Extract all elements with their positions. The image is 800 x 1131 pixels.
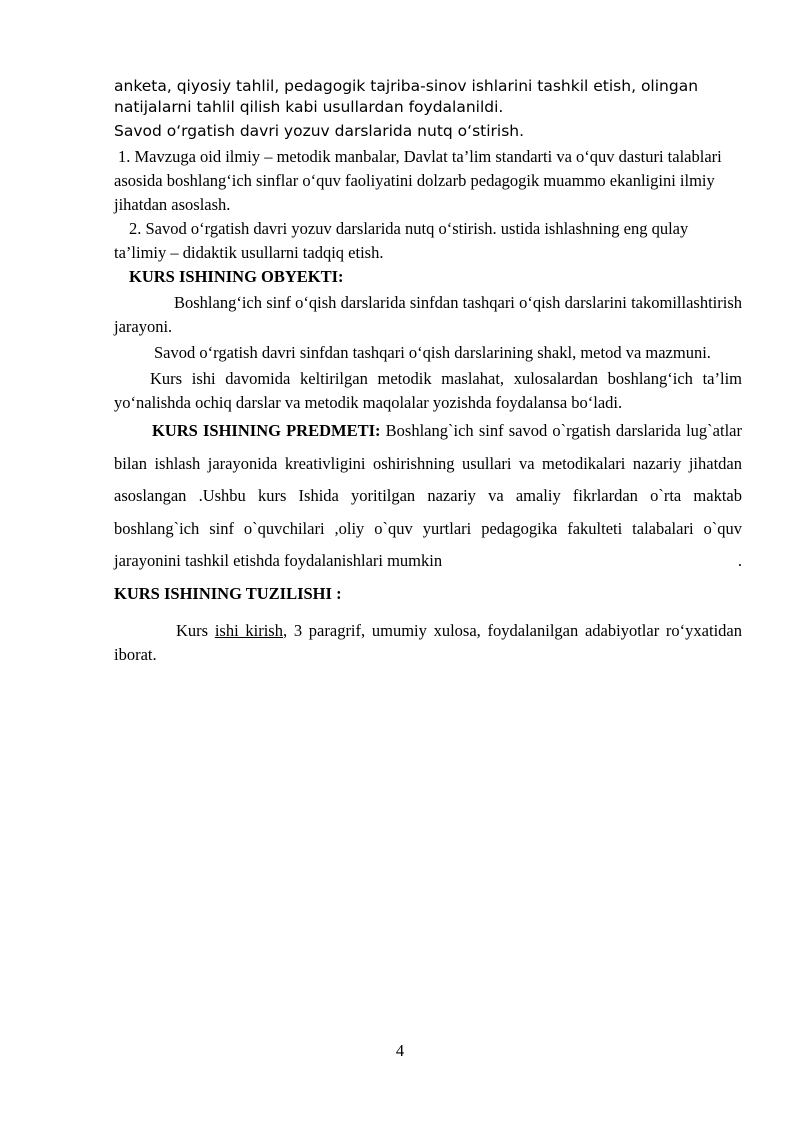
obyekt-paragraph-1: Boshlang‘ich sinf o‘qish darslarida sinfdan tashqari o‘qish darslarini takomillashtirish jarayoni.	[114, 293, 742, 336]
predmet-end: .	[737, 551, 742, 570]
tuzilishi-paragraph: Kurs ishi kirish, 3 paragrif, umumiy xulosa, foydalanilgan adabiyotlar ro‘yxatidan iborat.	[114, 621, 742, 664]
tuzilishi-heading: KURS ISHINING TUZILISHI :	[114, 583, 342, 603]
page-number: 4	[395, 1041, 405, 1060]
paragraph-topic: Savod o‘rgatish davri yozuv darslarida nutq o‘stirish.	[114, 122, 525, 140]
task-1: 1. Mavzuga oid ilmiy – metodik manbalar, Davlat ta’lim standarti va o‘quv dasturi talablari asosida boshlang‘ich sinflar o‘quv faoliyatini dolzarb pedagogik muammo ekanligini ilmiy jihatdan asoslash.	[114, 147, 722, 214]
methods-line-1: anketa, qiyosiy tahlil, pedagogik tajriba-sinov ishlarini tashkil etish, olingan	[114, 77, 699, 95]
obyekt-paragraph-3: Kurs ishi davomida keltirilgan metodik maslahat, xulosalardan boshlang‘ich ta’lim yo‘nalishda ochiq darslar va metodik maqolalar yozishda foydalansa bo‘ladi.	[114, 369, 742, 412]
predmet-text: Boshlang`ich sinf savod o`rgatish darslarida lug`atlar bilan ishlash jarayonida kreativligini oshirishning usullari va metodikalari nazariy jihatdan asoslangan .Ushbu kurs Ishida yoritilgan nazariy va amaliy fikrlardan o`rta maktab boshlang`ich sinf o`quvchilari ,oliy o`quv yurtlari pedagogika fakulteti talabalari o`quv jarayonini tashkil etishda foydalanishlari mumkin	[114, 421, 742, 570]
task-2: 2. Savod o‘rgatish davri yozuv darslarida nutq o‘stirish. ustida ishlashning eng qulay ta’limiy – didaktik usullarni tadqiq etish.	[114, 219, 689, 262]
obyekt-paragraph-2: Savod o‘rgatish davri sinfdan tashqari o‘qish darslarining shakl, metod va mazmuni.	[154, 343, 711, 362]
paragraph-methods	[114, 76, 742, 118]
obyekt-heading: KURS ISHINING OBYEKTI:	[129, 267, 344, 286]
predmet-heading: KURS ISHINING PREDMETI:	[152, 421, 381, 440]
methods-line-2: natijalarni tahlil qilish kabi usullardan foydalanildi.	[114, 98, 504, 116]
predmet-paragraph	[114, 415, 742, 578]
tuzilishi-underlined: ishi kirish	[214, 621, 283, 640]
page-content	[114, 76, 742, 667]
